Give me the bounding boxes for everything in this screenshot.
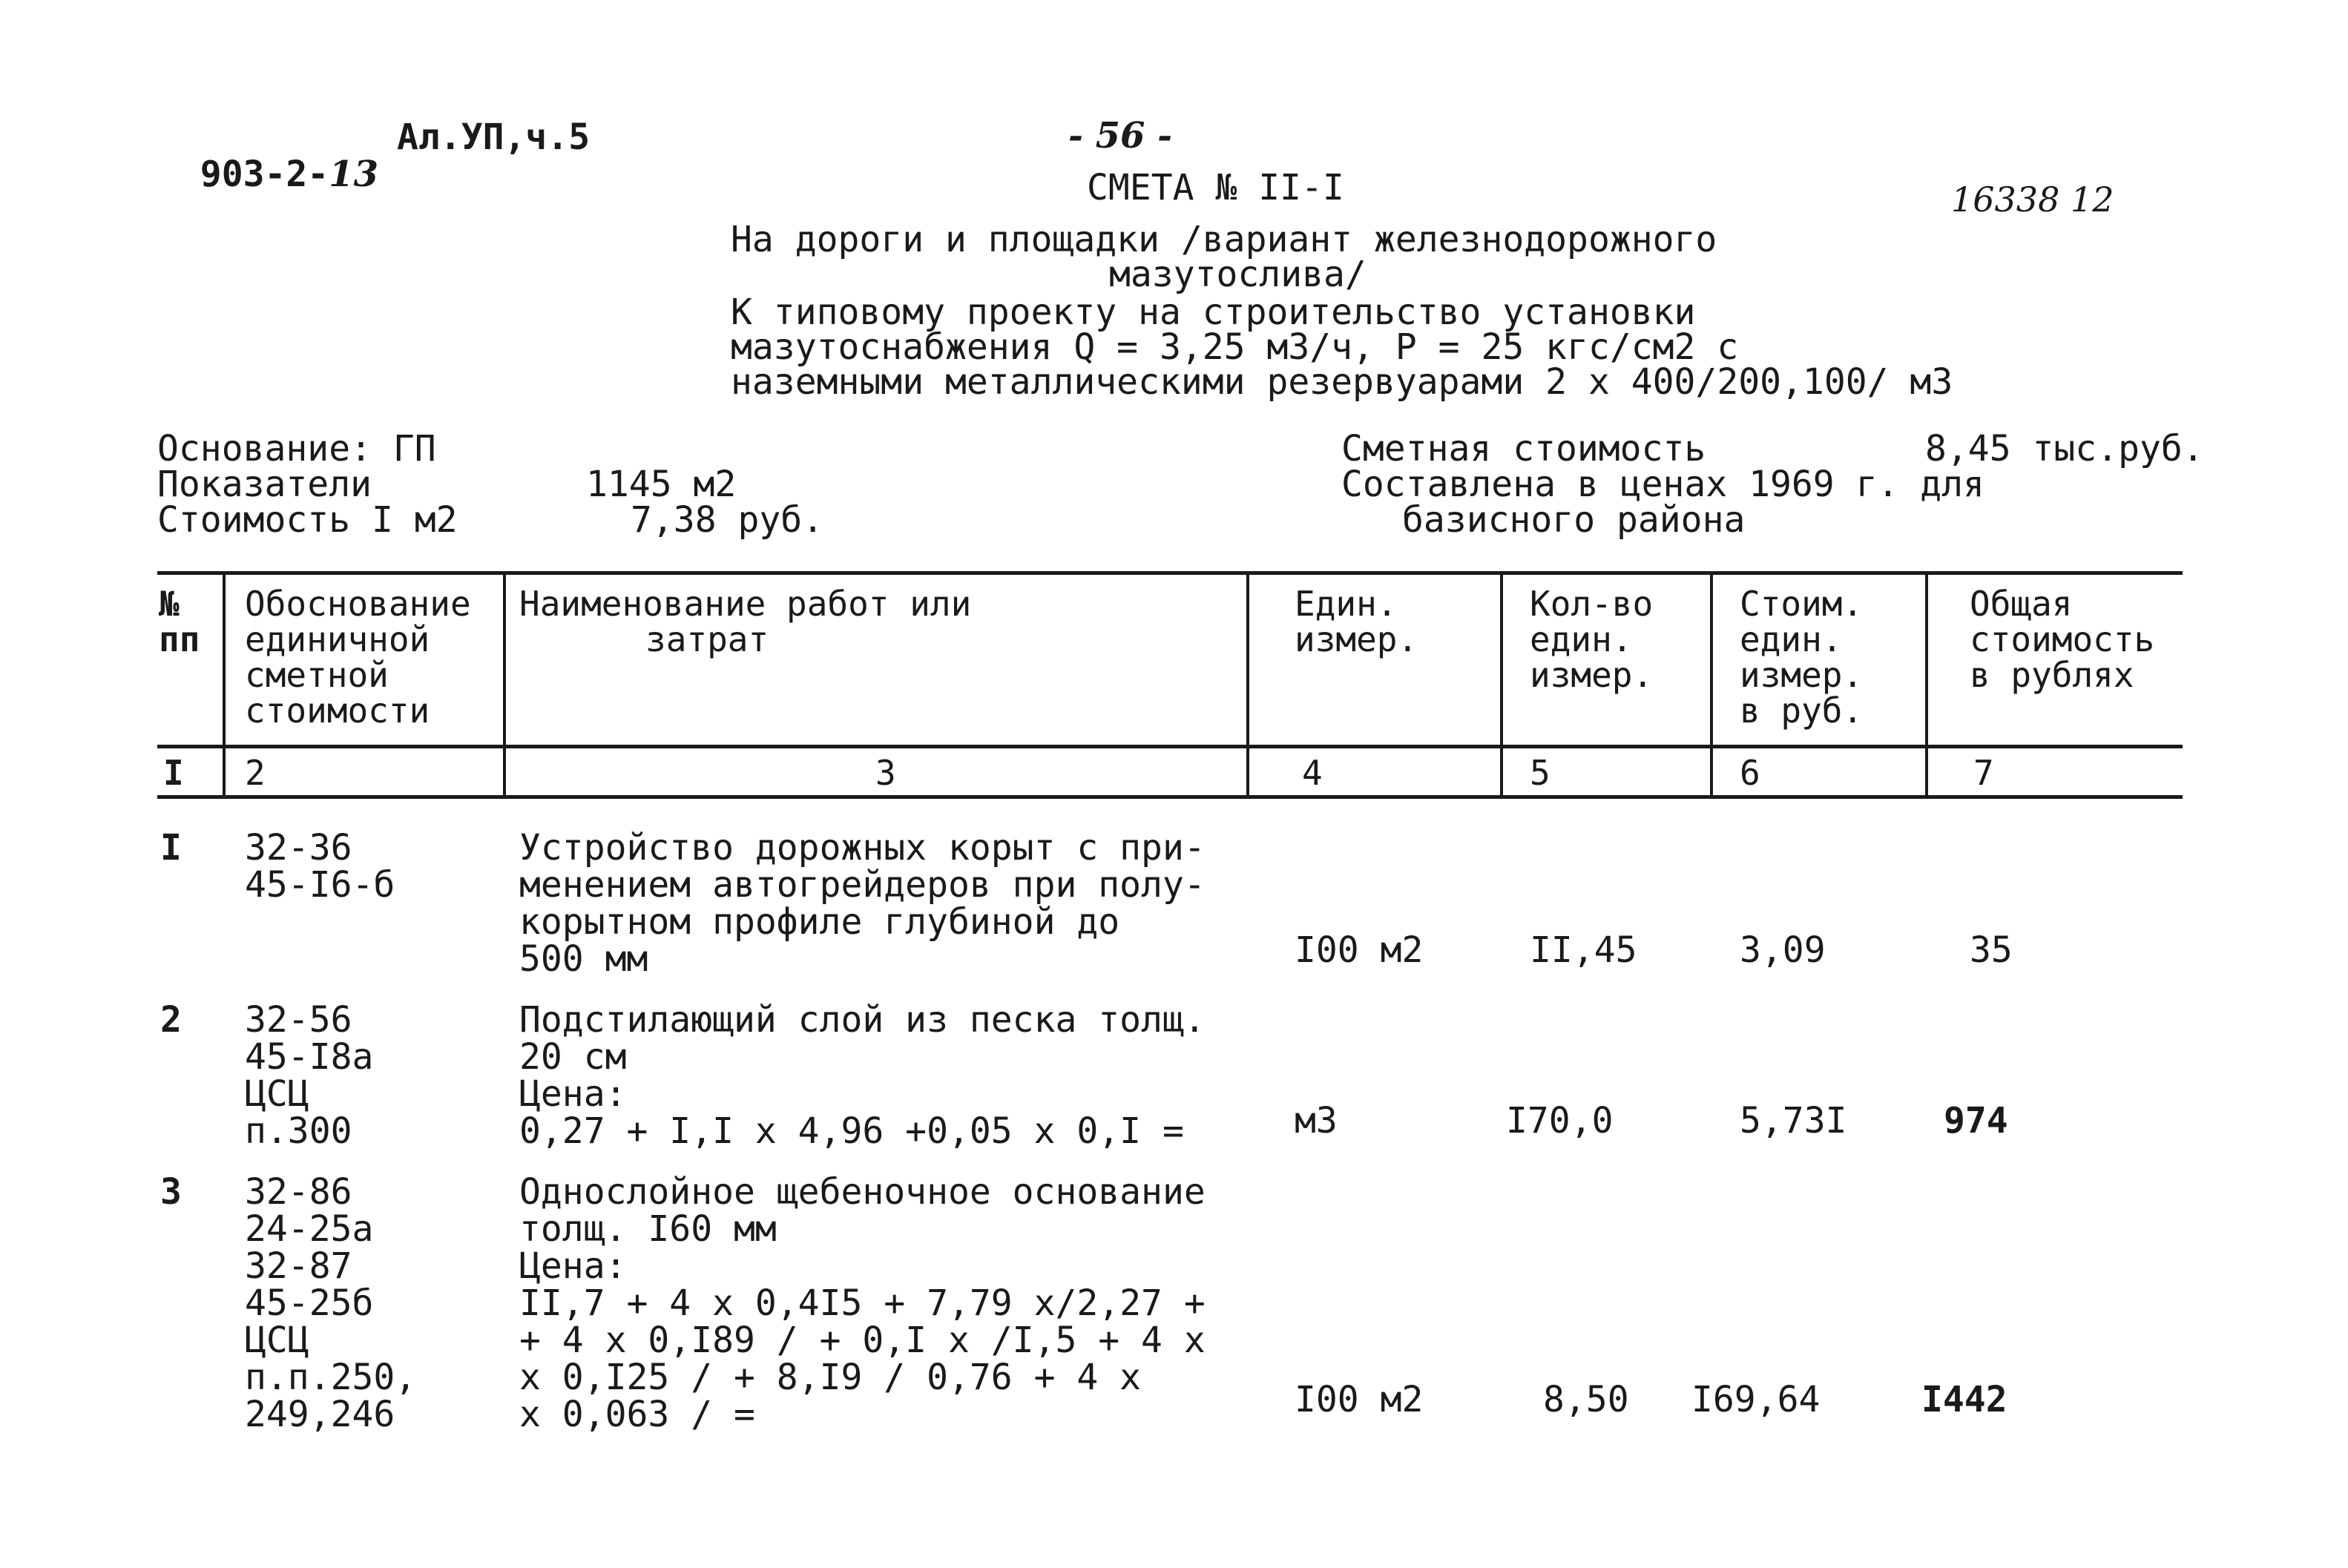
header-col-2: Обоснование единичной сметной стоимости — [245, 584, 471, 731]
row-total: 974 — [1944, 1100, 2008, 1142]
title-line-4: мазутоснабжения Q = 3,25 м3/ч, P = 25 кгс/см2 с — [731, 326, 1739, 368]
row-total: I442 — [1921, 1379, 2007, 1420]
header-col-1: № пп — [159, 584, 200, 659]
title-line-5: наземными металлическими резервуарами 2 х 400/200,100/ м3 — [731, 361, 1953, 403]
row-quantity: I70,0 — [1506, 1100, 1614, 1142]
table-header-rule — [157, 745, 2183, 748]
stamp-number: 16338 12 — [1951, 179, 2114, 220]
title-line-1: На дороги и площадки /вариант железнодорожного — [731, 219, 1717, 260]
basis-label: Основание: ГП — [157, 428, 436, 470]
estimate-cost-label: Сметная стоимость — [1341, 428, 1706, 470]
table-numbers-rule — [157, 795, 2183, 799]
col-divider-2 — [503, 571, 506, 798]
prices-note-line-2: базисного района — [1402, 499, 1746, 541]
col-divider-1 — [223, 571, 226, 798]
row-basis: 32-86 24-25а 32-87 45-25б ЦСЦ п.п.250, 249,246 — [245, 1171, 417, 1435]
row-unit: I00 м2 — [1295, 929, 1424, 971]
column-number-1: I — [163, 753, 184, 793]
table-top-rule — [157, 571, 2183, 575]
indicators-value: 1145 м2 — [586, 464, 737, 505]
row-unit: I00 м2 — [1295, 1379, 1424, 1420]
header-col-7: Общая стоимость в рублях — [1970, 584, 2155, 695]
column-number-5: 5 — [1530, 753, 1550, 793]
col-divider-3 — [1246, 571, 1249, 798]
row-number: I — [160, 827, 182, 869]
header-col-3: Наименование работ или затрат — [519, 584, 972, 659]
column-number-2: 2 — [245, 753, 266, 793]
document-code-handwritten: 13 — [329, 154, 378, 195]
col-divider-4 — [1500, 571, 1503, 798]
row-total: 35 — [1970, 929, 2013, 971]
smeta-title: СМЕТА № II-I — [1087, 167, 1344, 208]
row-unit: м3 — [1295, 1100, 1338, 1142]
document-code-prefix: 903-2- — [200, 154, 329, 195]
row-quantity: II,45 — [1530, 929, 1637, 971]
title-line-2: мазутослива/ — [1109, 254, 1367, 295]
row-work-name: Однослойное щебеночное основание толщ. I60 мм Цена: II,7 + 4 х 0,4I5 + 7,79 х/2,27 + + 4 х 0,I89 / + 0,I х /I,5 + 4 х х 0,I25 / + 8,I9 / 0,76 + 4 х х 0,063 / = — [519, 1171, 1206, 1435]
column-number-3: 3 — [875, 753, 896, 793]
title-line-3: К типовому проекту на строительство установки — [731, 291, 1696, 333]
prices-note-line-1: Составлена в ценах 1969 г. для — [1341, 464, 1984, 505]
row-unit-price: 3,09 — [1740, 929, 1826, 971]
document-code — [157, 119, 378, 193]
cost-per-m2-label: Стоимость I м2 — [157, 499, 458, 541]
col-divider-6 — [1925, 571, 1928, 798]
column-number-6: 6 — [1740, 753, 1760, 793]
estimate-cost-value: 8,45 тыс.руб. — [1925, 428, 2204, 470]
header-col-4: Един. измер. — [1295, 584, 1418, 659]
row-number: 3 — [160, 1171, 182, 1213]
row-work-name: Подстилающий слой из песка толщ. 20 см Цена: 0,27 + I,I х 4,96 +0,05 х 0,I = — [519, 999, 1206, 1152]
row-unit-price: I69,64 — [1691, 1379, 1821, 1420]
row-number: 2 — [160, 999, 182, 1041]
page-number: - 56 - — [1068, 115, 1173, 157]
column-number-7: 7 — [1973, 753, 1994, 793]
album-reference: Ал.УП,ч.5 — [397, 116, 591, 158]
column-number-4: 4 — [1302, 753, 1323, 793]
indicators-label: Показатели — [157, 464, 372, 505]
col-divider-5 — [1710, 571, 1713, 798]
row-work-name: Устройство дорожных корыт с при- менением автогрейдеров при полу- корытном профиле глубиной до 500 мм — [519, 827, 1206, 980]
row-quantity: 8,50 — [1543, 1379, 1629, 1420]
cost-per-m2-value: 7,38 руб. — [631, 499, 824, 541]
row-basis: 32-36 45-I6-б — [245, 827, 395, 906]
header-col-5: Кол-во един. измер. — [1530, 584, 1654, 695]
row-basis: 32-56 45-I8а ЦСЦ п.300 — [245, 999, 374, 1152]
row-unit-price: 5,73I — [1740, 1100, 1847, 1142]
header-col-6: Стоим. един. измер. в руб. — [1740, 584, 1864, 731]
